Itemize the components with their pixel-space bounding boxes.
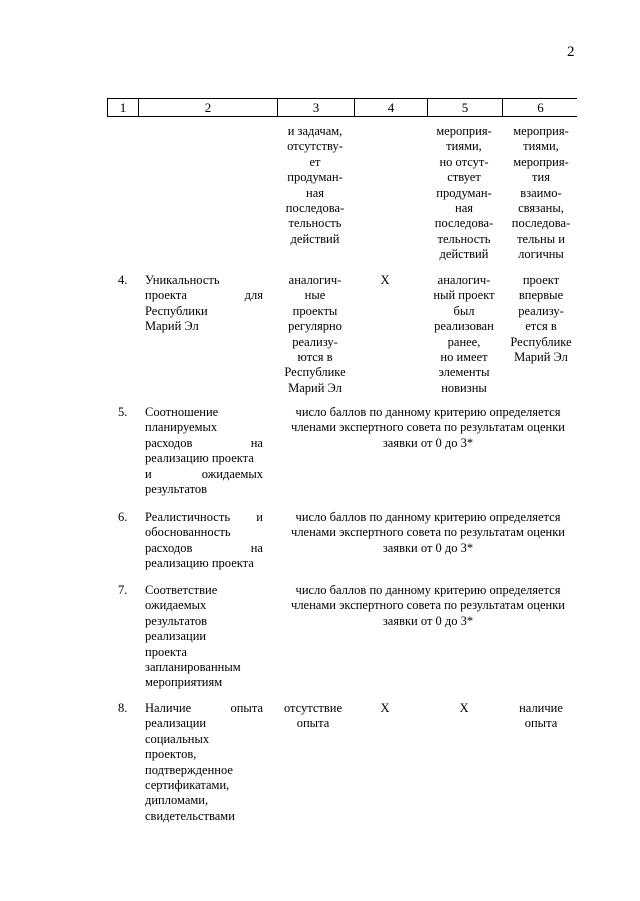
expert-score-note: число баллов по данному критерию определяется членами экспертного совета по результатам оценки заявки от 0 до 3* [291,583,565,628]
header-col-6: 6 [502,99,578,116]
score-col6: наличие опыта [519,701,563,731]
cont-col6: мероприя- тиями, мероприя- тия взаимо- связаны, последова- тельны и логичны [511,124,571,262]
criterion-name: Реалистичность и обоснованность расходов на реализацию проекта [145,510,263,571]
header-col-1: 1 [107,99,138,116]
cont-col3: и задачам, отсутству- ет продуман- ная последова- тельность действий [285,124,345,246]
row-number: 6. [118,510,128,524]
cont-col5: мероприя- тиями, но отсут- ствует продуман- ная последова- тельность действий [434,124,494,262]
score-col4: X [380,273,390,287]
row-number: 8. [118,701,128,715]
criterion-name: Соответствие ожидаемых результатов реализации проекта запланированным мероприятиям [145,583,241,690]
expert-score-note: число баллов по данному критерию определяется членами экспертного совета по результатам оценки заявки от 0 до 3* [291,405,565,450]
page-number: 2 [567,44,575,60]
criterion-name: Наличие опыта реализации социальных проектов, подтвержденное сертификатами, дипломами, свидетельствами [145,701,263,823]
expert-score-note: число баллов по данному критерию определяется членами экспертного совета по результатам оценки заявки от 0 до 3* [291,510,565,555]
score-col5: X [459,701,469,715]
row-number: 4. [118,273,128,287]
header-col-5: 5 [427,99,502,116]
score-col3: аналогич- ные проекты регулярно реализу- ются в Республике Марий Эл [284,273,346,395]
score-col5: аналогич- ный проект был реализован ранее, но имеет элементы новизны [433,273,495,395]
header-col-2: 2 [138,99,277,116]
score-col4: X [380,701,390,715]
criterion-name: Соотношение планируемых расходов на реализацию проекта и ожидаемых результатов [145,405,263,497]
header-col-4: 4 [354,99,427,116]
header-col-3: 3 [277,99,354,116]
row-number: 5. [118,405,128,419]
row-number: 7. [118,583,128,597]
criterion-name: Уникальность проекта для Республики Марий Эл [145,273,263,334]
table-header [107,98,577,117]
score-col6: проект впервые реализу- ется в Республике Марий Эл [510,273,572,365]
score-col3: отсутствие опыта [283,701,343,731]
